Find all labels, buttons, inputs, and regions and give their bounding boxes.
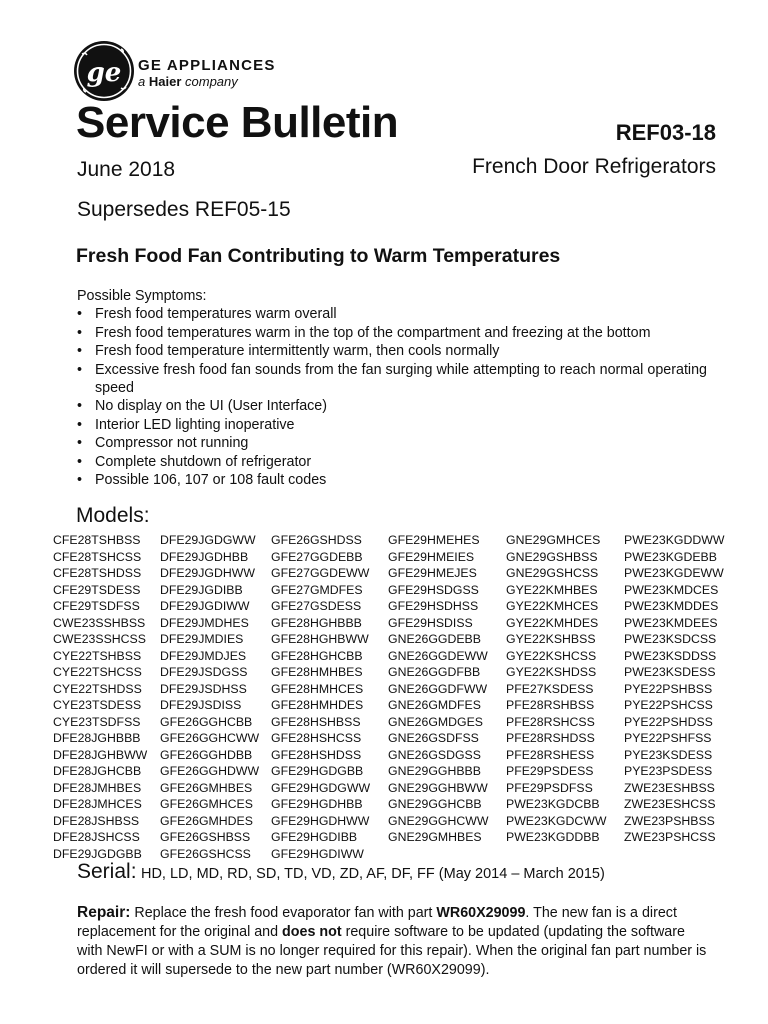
- model-number: PYE23KSDESS: [624, 747, 713, 762]
- repair-text: Replace the fresh food evaporator fan with part: [130, 905, 437, 921]
- symptom-item: • Possible 106, 107 or 108 fault codes: [77, 471, 707, 489]
- model-number: GNE29GGHCBB: [388, 797, 482, 811]
- models-heading: Models:: [76, 504, 150, 527]
- symptom-item: • Complete shutdown of refrigerator: [77, 453, 707, 471]
- model-number: GNE29GGHBBB: [388, 764, 481, 778]
- model-number: GFE26GMHDES: [160, 813, 253, 828]
- models-column: [388, 532, 506, 862]
- model-number: DFE28JMHBES: [53, 780, 142, 795]
- model-number: DFE29JGDGWW: [160, 533, 256, 547]
- model-number: PWE23KSDDSS: [624, 648, 717, 663]
- brand-sub-bold: Haier: [148, 73, 182, 89]
- model-number: PFE29PSDESS: [506, 764, 594, 778]
- model-number: GFE29HGDGWW: [271, 780, 371, 795]
- model-number: DFE29JGDIBB: [160, 582, 243, 597]
- model-number: GNE26GGDFBB: [388, 665, 481, 679]
- model-number: GNE26GGDEBB: [388, 632, 481, 646]
- model-number: ZWE23PSHBSS: [624, 813, 715, 828]
- model-number: GFE28HMHDES: [271, 698, 364, 712]
- model-number: PFE28RSHCSS: [506, 714, 595, 729]
- model-number: PWE23KMDCES: [624, 582, 719, 597]
- model-number: ZWE23ESHBSS: [624, 780, 715, 795]
- model-number: GNE26GSDFSS: [388, 731, 479, 745]
- model-number: GFE26GGHCWW: [160, 731, 260, 745]
- model-number: GFE29HGDIBB: [271, 830, 358, 844]
- model-number: DFE28JGHCBB: [53, 764, 142, 778]
- model-number: CWE23SSHBSS: [53, 615, 146, 630]
- model-number: GFE29HMEHES: [388, 533, 480, 547]
- serial-label: Serial:: [77, 860, 137, 883]
- model-number: GFE28HGHBWW: [271, 632, 369, 646]
- serial-section: [77, 860, 605, 884]
- repair-text: . The new fan is a direct replacement for the original and: [77, 905, 677, 940]
- repair-emphasis: does not: [282, 924, 342, 940]
- model-number: DFE29JGDGBB: [53, 846, 142, 861]
- model-number: GNE29GMHBES: [388, 830, 482, 844]
- symptoms-section: [77, 287, 707, 489]
- model-number: PYE22PSHDSS: [624, 714, 713, 729]
- model-number: CYE23TSDFSS: [53, 714, 141, 729]
- model-number: DFE28JSHBSS: [53, 813, 140, 828]
- model-number: GFE26GSHDSS: [271, 533, 362, 547]
- model-number: GFE29HMEJES: [388, 566, 477, 580]
- model-number: PYE22PSHCSS: [624, 698, 713, 712]
- model-number: DFE29JGDIWW: [160, 599, 250, 613]
- model-number: GFE29HGDHBB: [271, 797, 363, 811]
- models-grid: [53, 532, 744, 862]
- symptom-item: • Fresh food temperatures warm in the top of the compartment and freezing at the bottom: [77, 324, 707, 342]
- model-number: DFE29JSDHSS: [160, 681, 247, 696]
- model-number: CFE28TSHBSS: [53, 533, 141, 547]
- repair-section: [77, 903, 707, 980]
- model-number: CYE23TSDESS: [53, 698, 142, 712]
- bulletin-number: REF03-18: [615, 120, 716, 145]
- brand-sub-prefix: a: [138, 73, 146, 89]
- model-number: DFE29JGDHBB: [160, 549, 249, 564]
- symptom-item: • Excessive fresh food fan sounds from the fan surging while attempting to reach normal operating speed: [77, 361, 707, 398]
- symptom-item: • Interior LED lighting inoperative: [77, 416, 707, 434]
- model-number: GFE29HGDHWW: [271, 813, 370, 828]
- model-number: GFE28HSHCSS: [271, 731, 362, 745]
- model-number: GFE29HSDHSS: [388, 599, 479, 613]
- model-number: GYE22KMHCES: [506, 599, 599, 613]
- model-number: CFE29TSDESS: [53, 582, 141, 597]
- model-number: GFE27GSDESS: [271, 599, 362, 613]
- model-number: GNE26GMDFES: [388, 698, 481, 712]
- model-number: GNE29GMHCES: [506, 533, 601, 547]
- model-number: GNE29GGHBWW: [388, 780, 488, 795]
- model-number: CYE22TSHCSS: [53, 665, 142, 679]
- model-number: CWE23SSHCSS: [53, 632, 146, 646]
- model-number: GNE26GMDGES: [388, 714, 483, 729]
- model-number: ZWE23PSHCSS: [624, 830, 716, 844]
- model-number: DFE28JGHBWW: [53, 747, 148, 762]
- symptom-item: • Fresh food temperature intermittently warm, then cools normally: [77, 342, 707, 360]
- brand-sub-suffix: company: [185, 73, 238, 89]
- symptoms-list: [77, 305, 707, 489]
- models-column: [53, 532, 160, 862]
- model-number: PWE23KSDCSS: [624, 632, 717, 646]
- model-number: PYE23PSDESS: [624, 764, 713, 778]
- svg-text:ge: ge: [86, 58, 122, 88]
- model-number: GFE26GGHCBB: [160, 714, 253, 729]
- model-number: GFE26GGHDBB: [160, 747, 253, 762]
- model-number: GFE29HGDGBB: [271, 764, 364, 778]
- model-number: PWE23KSDESS: [624, 665, 716, 679]
- models-column: [271, 532, 388, 862]
- model-number: DFE28JMHCES: [53, 797, 142, 811]
- model-number: GNE26GGDEWW: [388, 648, 488, 663]
- model-number: PWE23KGDCBB: [506, 797, 600, 811]
- model-number: GFE28HMHCES: [271, 681, 364, 696]
- model-number: PWE23KMDDES: [624, 599, 719, 613]
- model-number: GYE22KSHCSS: [506, 648, 597, 663]
- models-column: [624, 532, 744, 862]
- symptom-item: • Compressor not running: [77, 434, 707, 452]
- model-number: GNE29GSHBSS: [506, 549, 598, 564]
- model-number: GFE28HGHCBB: [271, 648, 363, 663]
- model-number: GFE29HSDISS: [388, 615, 473, 630]
- model-number: GNE26GGDFWW: [388, 681, 488, 696]
- model-number: GFE27GGDEWW: [271, 566, 370, 580]
- model-number: DFE29JSDGSS: [160, 665, 248, 679]
- model-number: GFE28HSHDSS: [271, 747, 362, 762]
- model-number: GYE22KSHDSS: [506, 665, 597, 679]
- model-number: PFE29PSDFSS: [506, 780, 593, 795]
- model-number: GYE22KSHBSS: [506, 632, 596, 646]
- model-number: GNE26GSDGSS: [388, 747, 481, 762]
- serial-value: HD, LD, MD, RD, SD, TD, VD, ZD, AF, DF, FF (May 2014 – March 2015): [140, 866, 605, 882]
- model-number: PYE22PSHBSS: [624, 681, 713, 696]
- model-number: PFE28RSHESS: [506, 747, 595, 762]
- model-number: DFE29JMDIES: [160, 632, 244, 646]
- brand-subtitle: [138, 75, 276, 89]
- repair-text: require software to be updated (updating the software with NewFI or with a SUM is no longer required for this repair). When the original fan part number is ordered it will supersede to the new part number (WR60X29099).: [77, 924, 707, 978]
- model-number: PWE23KGDEBB: [624, 549, 717, 564]
- symptom-item: • Fresh food temperatures warm overall: [77, 305, 707, 323]
- model-number: CFE29TSDFSS: [53, 599, 140, 613]
- model-number: GFE26GSHBSS: [160, 830, 251, 844]
- model-number: DFE28JGHBBB: [53, 731, 141, 745]
- model-number: GYE22KMHBES: [506, 582, 598, 597]
- model-number: PWE23KGDDBB: [506, 830, 600, 844]
- models-column: [506, 532, 624, 862]
- model-number: GFE26GGHDWW: [160, 764, 260, 778]
- model-number: PWE23KMDEES: [624, 615, 718, 630]
- symptom-item: • No display on the UI (User Interface): [77, 397, 707, 415]
- page-title: Service Bulletin: [76, 98, 399, 147]
- model-number: ZWE23ESHCSS: [624, 797, 716, 811]
- brand-block: [138, 58, 276, 89]
- model-number: CFE28TSHCSS: [53, 549, 142, 564]
- model-number: GFE27GGDEBB: [271, 549, 363, 564]
- model-number: CYE22TSHBSS: [53, 648, 142, 663]
- model-number: PFE28RSHBSS: [506, 698, 595, 712]
- model-number: GNE29GGHCWW: [388, 813, 489, 828]
- model-number: GFE29HGDIWW: [271, 846, 364, 861]
- product-category: French Door Refrigerators: [472, 155, 716, 178]
- ge-monogram-icon: [73, 40, 135, 102]
- bulletin-date: June 2018: [77, 158, 176, 181]
- model-number: CFE28TSHDSS: [53, 566, 142, 580]
- brand-name: GE APPLIANCES: [138, 57, 276, 74]
- model-number: GNE29GSHCSS: [506, 566, 599, 580]
- model-number: DFE29JMDJES: [160, 648, 247, 663]
- model-number: PWE23KGDDWW: [624, 533, 725, 547]
- model-number: PWE23KGDEWW: [624, 566, 724, 580]
- model-number: PWE23KGDCWW: [506, 813, 607, 828]
- symptoms-label: Possible Symptoms:: [77, 288, 207, 304]
- model-number: GFE29HMEIES: [388, 549, 475, 564]
- models-column: [160, 532, 271, 862]
- model-number: GFE28HGHBBB: [271, 615, 362, 630]
- model-number: DFE29JSDISS: [160, 698, 242, 712]
- bulletin-headline: Fresh Food Fan Contributing to Warm Temperatures: [76, 245, 561, 267]
- model-number: GFE29HSDGSS: [388, 582, 479, 597]
- model-number: GFE26GMHCES: [160, 797, 253, 811]
- model-number: GFE28HMHBES: [271, 665, 363, 679]
- repair-part-number: WR60X29099: [436, 905, 526, 921]
- model-number: DFE29JGDHWW: [160, 566, 255, 580]
- repair-label: Repair:: [77, 904, 131, 921]
- model-number: DFE28JSHCSS: [53, 830, 140, 844]
- model-number: PYE22PSHFSS: [624, 731, 712, 745]
- model-number: GFE26GSHCSS: [160, 846, 251, 861]
- model-number: CYE22TSHDSS: [53, 681, 142, 696]
- model-number: DFE29JMDHES: [160, 615, 249, 630]
- model-number: GFE27GMDFES: [271, 582, 363, 597]
- model-number: PFE27KSDESS: [506, 681, 594, 696]
- supersedes-note: Supersedes REF05-15: [77, 198, 291, 221]
- model-number: GYE22KMHDES: [506, 615, 599, 630]
- model-number: PFE28RSHDSS: [506, 731, 595, 745]
- model-number: GFE28HSHBSS: [271, 714, 361, 729]
- model-number: GFE26GMHBES: [160, 780, 253, 795]
